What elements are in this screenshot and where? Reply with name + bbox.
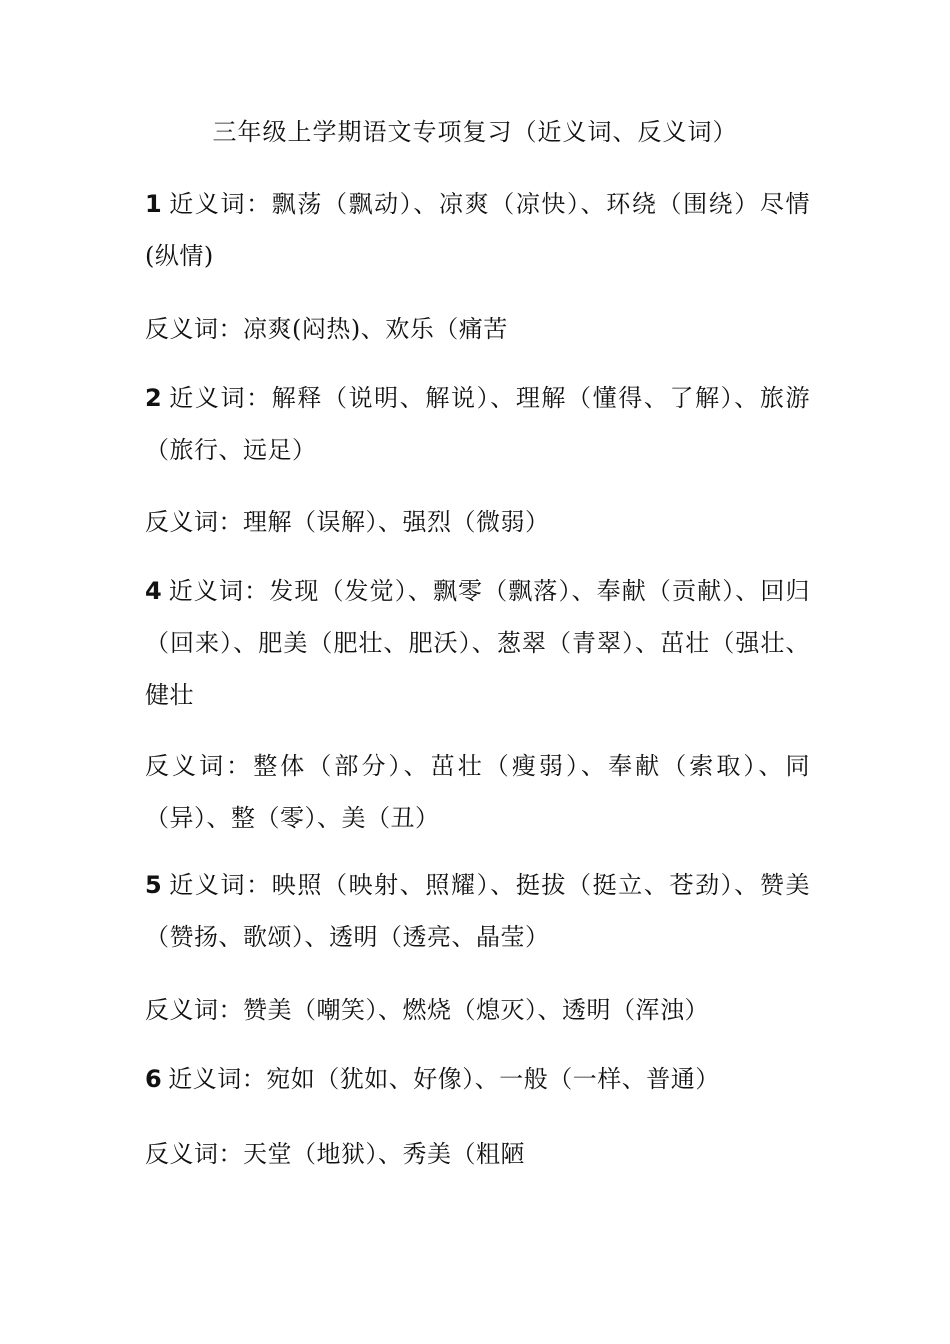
synonym-paragraph-6 (145, 1053, 810, 1105)
synonym-label: 近义词： (168, 577, 270, 605)
synonym-label: 近义词： (168, 190, 272, 218)
antonym-paragraph-6 (145, 1128, 810, 1180)
antonym-label: 反义词： (145, 315, 243, 343)
section-number: 4 (145, 577, 163, 605)
page-title: 三年级上学期语文专项复习（近义词、反义词） (212, 118, 738, 146)
synonym-paragraph-1 (145, 178, 810, 282)
antonym-paragraph-5 (145, 984, 810, 1036)
section-number: 5 (145, 871, 163, 899)
antonym-text: 赞美（嘲笑）、燃烧（熄灭）、透明（浑浊） (243, 996, 709, 1024)
antonym-label: 反义词： (145, 752, 254, 780)
synonym-label: 近义词： (168, 1065, 267, 1093)
synonym-text: 飘荡（飘动）、凉爽（凉快）、环绕（围绕）尽情(纵情) (145, 190, 811, 270)
antonym-text: 理解（误解）、强烈（微弱） (243, 508, 550, 536)
antonym-label: 反义词： (145, 1140, 243, 1168)
synonym-paragraph-5 (145, 859, 810, 963)
synonym-text: 宛如（犹如、好像）、一般（一样、普通） (266, 1065, 720, 1093)
antonym-paragraph-1 (145, 303, 810, 355)
synonym-paragraph-2 (145, 372, 810, 476)
section-number: 1 (145, 190, 163, 218)
synonym-text: 映照（映射、照耀）、挺拔（挺立、苍劲）、赞美（赞扬、歌颂）、透明（透亮、晶莹） (145, 871, 811, 951)
antonym-paragraph-2 (145, 496, 810, 548)
antonym-paragraph-4 (145, 740, 810, 844)
synonym-label: 近义词： (168, 384, 272, 412)
antonym-text: 凉爽(闷热)、欢乐（痛苦 (243, 315, 508, 343)
antonym-label: 反义词： (145, 996, 243, 1024)
section-number: 6 (145, 1065, 163, 1093)
antonym-text: 整体（部分）、茁壮（瘦弱）、奉献（索取）、同（异）、整（零）、美（丑） (145, 752, 811, 832)
synonym-paragraph-4 (145, 565, 810, 721)
section-number: 2 (145, 384, 163, 412)
synonym-text: 解释（说明、解说）、理解（懂得、了解）、旅游（旅行、远足） (145, 384, 811, 464)
synonym-text: 发现（发觉）、飘零（飘落）、奉献（贡献）、回归（回来）、肥美（肥壮、肥沃）、葱翠（青翠）、茁壮（强壮、健壮 (145, 577, 811, 709)
synonym-label: 近义词： (168, 871, 272, 899)
antonym-text: 天堂（地狱）、秀美（粗陋 (243, 1140, 525, 1168)
antonym-label: 反义词： (145, 508, 243, 536)
